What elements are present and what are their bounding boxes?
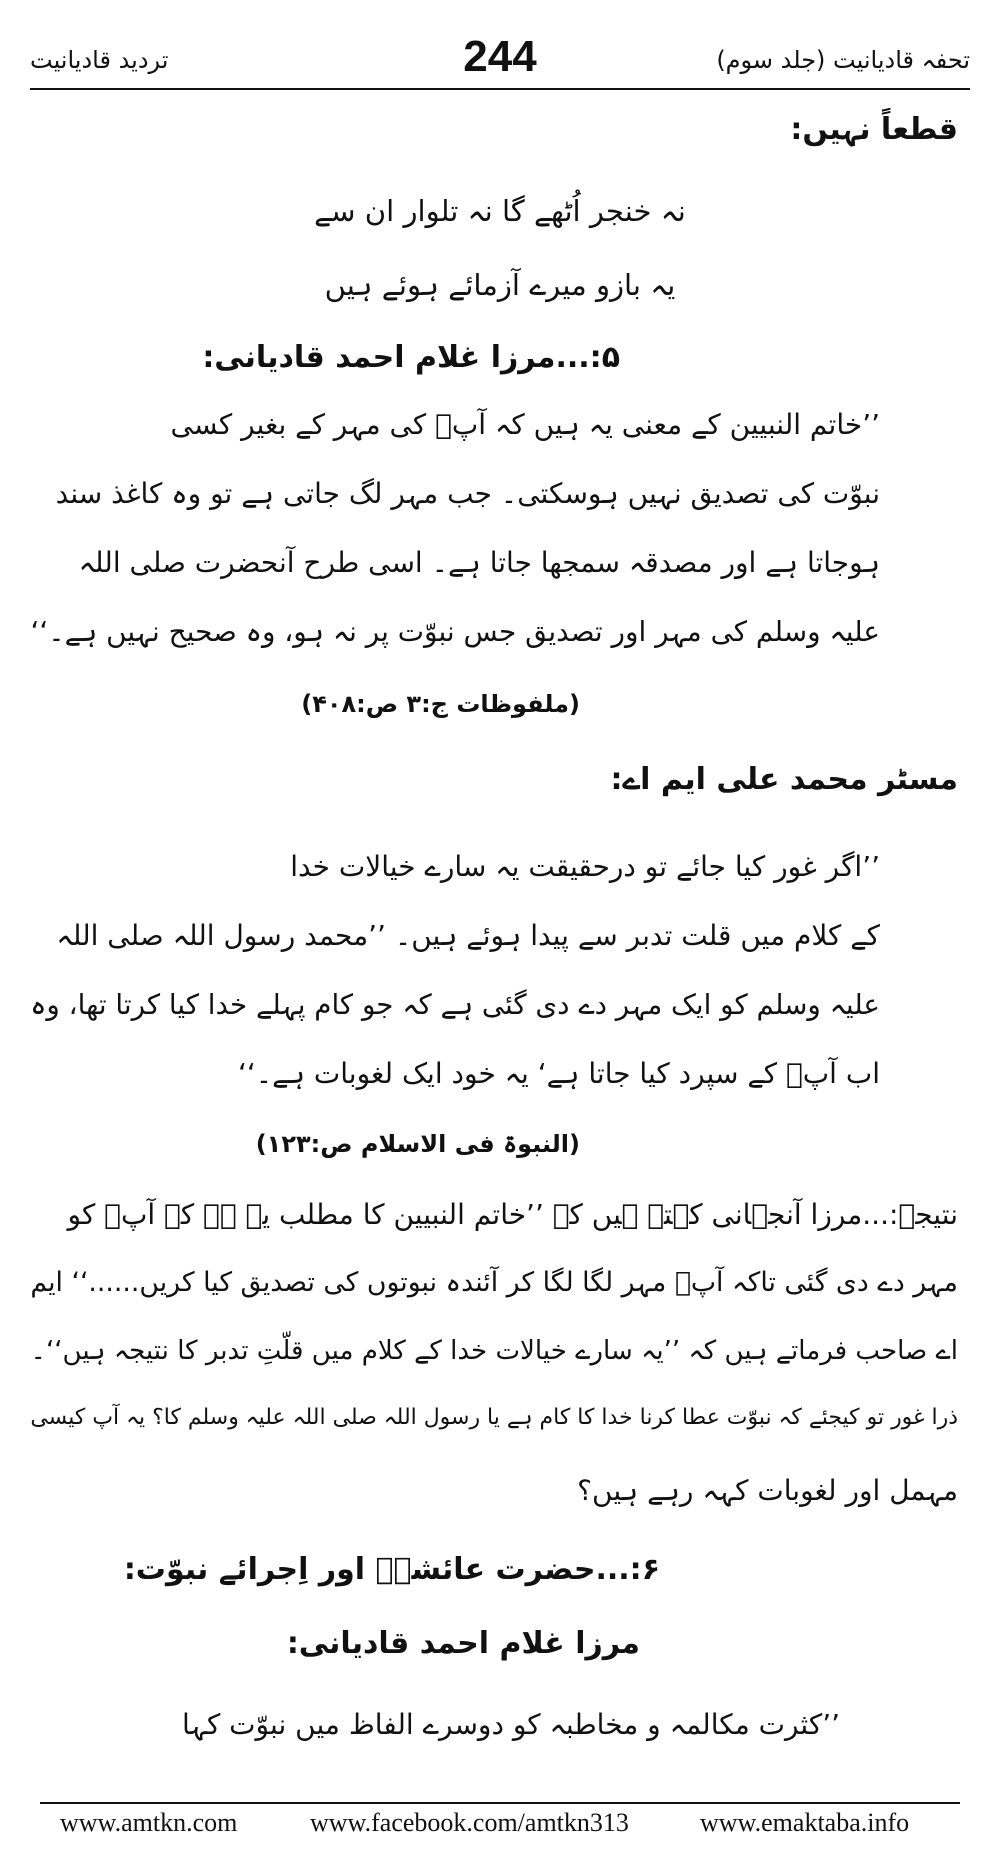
natija-line-2: مہر دے دی گئی تاکہ آپؐ مہر لگا لگا کر آئندہ نبوتوں کی تصدیق کیا کریں......‘‘ ایم xyxy=(30,1267,958,1298)
couplet-line-2: یہ بازو میرے آزمائے ہوئے ہیں xyxy=(324,268,676,302)
couplet-line-1: نہ خنجر اُٹھے گا نہ تلوار ان سے xyxy=(314,194,686,228)
footer-link-emaktaba[interactable]: www.emaktaba.info xyxy=(700,1808,910,1837)
quote-3-line-1: ’’کثرت مکالمہ و مخاطبہ کو دوسرے الفاظ میں نبوّت کہا xyxy=(182,1708,840,1741)
footer-link-facebook[interactable]: www.facebook.com/amtkn313 xyxy=(310,1808,629,1837)
citation-2: (النبوۃ فی الاسلام ص:۱۲۳) xyxy=(255,1130,580,1158)
quote-1-line-1: ’’خاتم النبیین کے معنی یہ ہیں کہ آپؐ کی مہر کے بغیر کسی xyxy=(170,408,880,441)
header-right-title: تحفہ قادیانیت (جلد سوم) xyxy=(716,46,970,74)
footer-link-amtkn[interactable]: www.amtkn.com xyxy=(60,1808,238,1837)
quote-2-line-1: ’’اگر غور کیا جائے تو درحقیقت یہ سارے خیالات خدا xyxy=(290,850,880,883)
quote-1-line-2: نبوّت کی تصدیق نہیں ہوسکتی۔ جب مہر لگ جاتی ہے تو وہ کاغذ سند xyxy=(55,477,880,510)
quote-2-line-4: اب آپؐ کے سپرد کیا جاتا ہے‘ یہ خود ایک لغوبات ہے۔‘‘ xyxy=(237,1057,880,1090)
qata-heading: قطعاً نہیں: xyxy=(790,112,958,147)
header-left-title: تردید قادیانیت xyxy=(30,46,169,74)
section-6-subheading: مرزا غلام احمد قادیانی: xyxy=(286,1626,640,1661)
page-header xyxy=(30,28,970,88)
page-number: 244 xyxy=(463,32,537,81)
natija-line-4: ذرا غور تو کیجئے کہ نبوّت عطا کرنا خدا کا کام ہے یا رسول اللہ صلی اللہ علیہ وسلم کا؟ یہ آپ کیسی xyxy=(30,1405,958,1430)
header-rule xyxy=(30,88,970,90)
quote-1-line-3: ہوجاتا ہے اور مصدقہ سمجھا جاتا ہے۔ اسی طرح آنحضرت صلی اللہ xyxy=(78,546,880,579)
section-6-heading: ۶:...حضرت عائشہؓ اور اِجرائے نبوّت: xyxy=(123,1552,660,1587)
natija-line-1: نتیجہ:...مرزا آنجہانی کہتے ہیں کہ ’’خاتم النبیین کا مطلب یہ ہے کہ آپؐ کو xyxy=(67,1198,958,1231)
citation-1: (ملفوظات ج:۳ ص:۴۰۸) xyxy=(301,690,580,718)
footer-rule xyxy=(40,1802,960,1804)
quote-2-line-2: کے کلام میں قلت تدبر سے پیدا ہوئے ہیں۔ ’’محمد رسول اللہ صلی اللہ xyxy=(56,919,880,952)
natija-line-5: مہمل اور لغوبات کہہ رہے ہیں؟ xyxy=(577,1474,958,1507)
quote-2-line-3: علیہ وسلم کو ایک مہر دے دی گئی ہے کہ جو کام پہلے خدا کیا کرتا تھا، وہ xyxy=(30,988,880,1021)
mohammad-ali-heading: مسٹر محمد علی ایم اے: xyxy=(610,762,958,797)
natija-line-3: اے صاحب فرماتے ہیں کہ ’’یہ سارے خیالات خدا کے کلام میں قلّتِ تدبر کا نتیجہ ہیں‘‘۔ xyxy=(30,1336,958,1366)
quote-1-line-4: علیہ وسلم کی مہر اور تصدیق جس نبوّت پر نہ ہو، وہ صحیح نہیں ہے۔‘‘ xyxy=(30,615,880,648)
section-5-heading: ۵:...مرزا غلام احمد قادیانی: xyxy=(202,340,620,375)
